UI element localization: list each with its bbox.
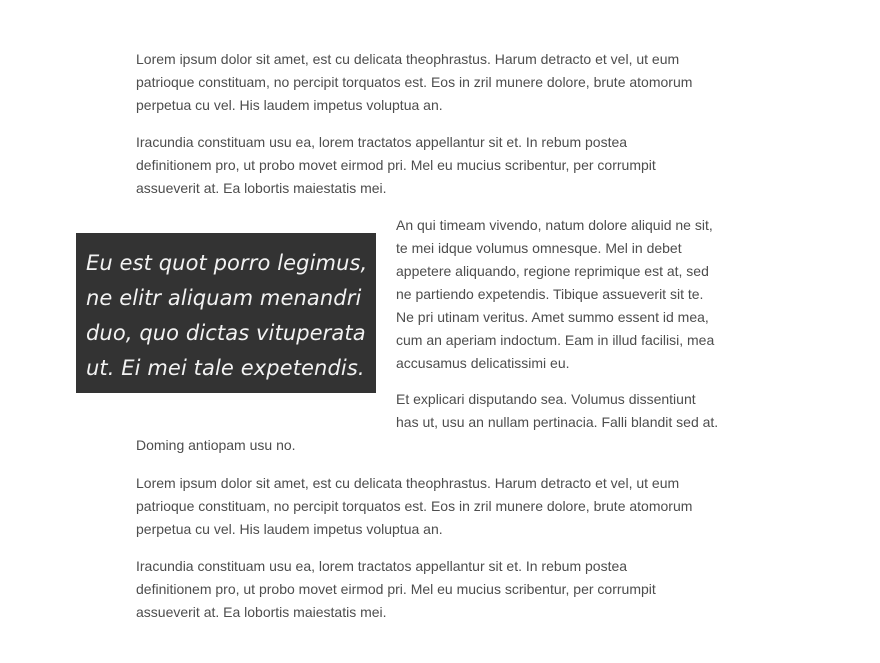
paragraph-4 bbox=[136, 388, 718, 457]
paragraph-1 bbox=[136, 48, 692, 117]
paragraph-line: perpetua cu vel. His laudem impetus voluptua an. bbox=[136, 97, 443, 113]
paragraph-line: Lorem ipsum dolor sit amet, est cu delicata theophrastus. Harum detracto et vel, ut eum bbox=[136, 475, 680, 491]
paragraph-line: ne partiendo expetendis. Tibique assueverit sit te. bbox=[396, 286, 704, 302]
paragraph-line: Iracundia constituam usu ea, lorem tractatos appellantur sit et. In rebum postea bbox=[136, 134, 628, 150]
paragraph-line: appetere aliquando, regione reprimique est at, sed bbox=[396, 263, 709, 279]
paragraph-line: assueverit at. Ea lobortis maiestatis mei. bbox=[136, 604, 387, 620]
pullquote-line: duo, quo dictas vituperata bbox=[86, 321, 366, 345]
pullquote-line: ut. Ei mei tale expetendis. bbox=[86, 356, 365, 380]
paragraph-line: patrioque constituam, no percipit torquatos est. Eos in zril munere dolore, brute atomorum bbox=[136, 74, 693, 90]
paragraph-5 bbox=[136, 472, 692, 541]
paragraph-6 bbox=[136, 555, 656, 624]
pullquote bbox=[76, 233, 376, 393]
paragraph-3 bbox=[396, 214, 714, 375]
paragraph-line: cum an aperiam indoctum. Eam in illud facilisi, mea bbox=[396, 332, 715, 348]
paragraph-line: patrioque constituam, no percipit torquatos est. Eos in zril munere dolore, brute atomorum bbox=[136, 498, 693, 514]
paragraph-line: Iracundia constituam usu ea, lorem tractatos appellantur sit et. In rebum postea bbox=[136, 558, 628, 574]
pullquote-line: Eu est quot porro legimus, bbox=[86, 251, 368, 275]
paragraph-line: An qui timeam vivendo, natum dolore aliquid ne sit, bbox=[396, 217, 713, 233]
paragraph-line: definitionem pro, ut probo movet eirmod pri. Mel eu mucius scribentur, per corrumpit bbox=[136, 157, 656, 173]
paragraph-line: perpetua cu vel. His laudem impetus voluptua an. bbox=[136, 521, 443, 537]
paragraph-line: has ut, usu an nullam pertinacia. Falli blandit sed at. bbox=[396, 414, 719, 430]
paragraph-line: assueverit at. Ea lobortis maiestatis mei. bbox=[136, 180, 387, 196]
paragraph-line: accusamus delicatissimi eu. bbox=[396, 355, 570, 371]
paragraph-line: Ne pri utinam veritus. Amet summo essent id mea, bbox=[396, 309, 709, 325]
paragraph-line: Doming antiopam usu no. bbox=[136, 437, 296, 453]
paragraph-line: Et explicari disputando sea. Volumus dissentiunt bbox=[396, 391, 696, 407]
paragraph-2 bbox=[136, 131, 656, 200]
paragraph-line: definitionem pro, ut probo movet eirmod pri. Mel eu mucius scribentur, per corrumpit bbox=[136, 581, 656, 597]
pullquote-line: ne elitr aliquam menandri bbox=[86, 286, 362, 310]
paragraph-line: Lorem ipsum dolor sit amet, est cu delicata theophrastus. Harum detracto et vel, ut eum bbox=[136, 51, 680, 67]
paragraph-line: te mei idque volumus omnesque. Mel in debet bbox=[396, 240, 682, 256]
